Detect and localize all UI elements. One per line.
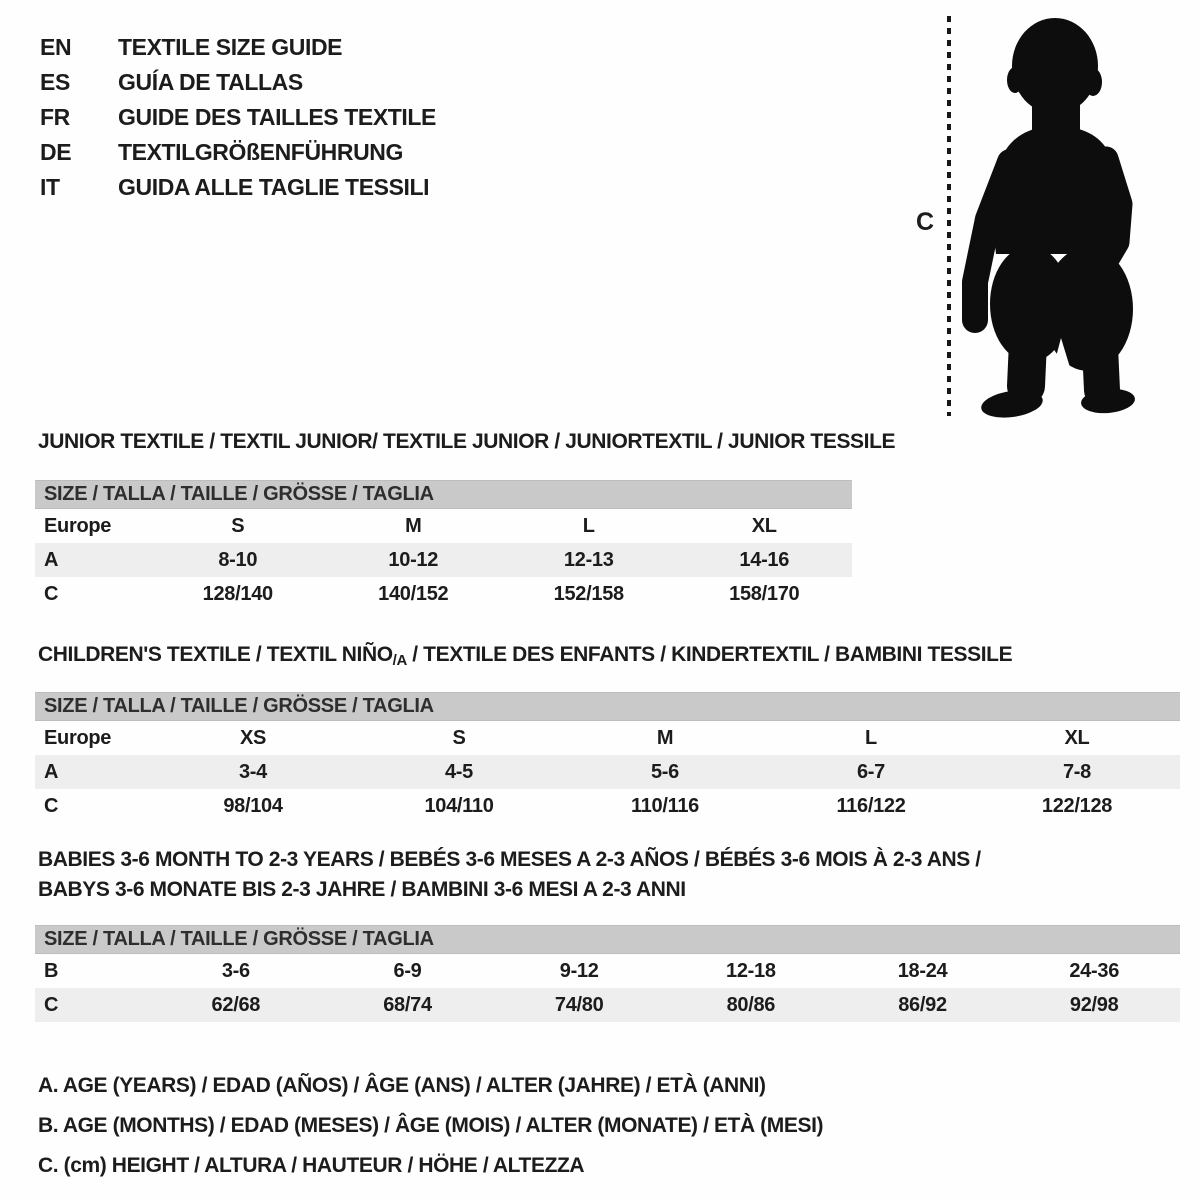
section-children-textile xyxy=(35,643,1180,823)
height-cell: 122/128 xyxy=(1041,794,1113,817)
size-header-bar: SIZE / TALLA / TAILLE / GRÖSSE / TAGLIA xyxy=(35,480,852,509)
legend-line-b: B. AGE (MONTHS) / EDAD (MESES) / ÂGE (MOIS) / ALTER (MONATE) / ETÀ (MESI) xyxy=(38,1114,824,1137)
language-list xyxy=(40,30,436,205)
height-dashed-line xyxy=(947,16,951,416)
height-cell: 92/98 xyxy=(1069,993,1119,1016)
months-cell: 24-36 xyxy=(1069,959,1120,982)
lang-code: IT xyxy=(40,174,60,200)
age-cell: 6-7 xyxy=(856,760,885,783)
age-cell: 14-16 xyxy=(739,548,790,571)
lang-row-de xyxy=(40,135,436,170)
lang-code: ES xyxy=(40,69,70,95)
row-label: C xyxy=(44,993,59,1016)
lang-label: TEXTILGRÖßENFÜHRUNG xyxy=(118,139,403,165)
height-cell: 80/86 xyxy=(726,993,776,1016)
section-junior-textile xyxy=(35,430,896,611)
table-row-age xyxy=(35,543,852,577)
table-row-europe xyxy=(35,509,852,543)
section-title xyxy=(35,845,1180,905)
table-row-age xyxy=(35,755,1180,789)
title-line-1: BABIES 3-6 MONTH TO 2-3 YEARS / BEBÉS 3-6 MESES A 2-3 AÑOS / BÉBÉS 3-6 MOIS À 2-3 ANS / xyxy=(38,848,981,871)
section-babies-textile xyxy=(35,845,1180,1022)
row-label: Europe xyxy=(44,514,112,537)
height-cell: 110/116 xyxy=(631,794,699,817)
months-cell: 18-24 xyxy=(897,959,948,982)
lang-label: TEXTILE SIZE GUIDE xyxy=(118,34,343,60)
lang-row-fr xyxy=(40,100,436,135)
title-pre: CHILDREN'S TEXTILE / TEXTIL NIÑO xyxy=(38,643,393,666)
age-cell: 5-6 xyxy=(650,760,679,783)
age-cell: 3-4 xyxy=(238,760,267,783)
legend xyxy=(38,1066,823,1186)
lang-code: FR xyxy=(40,104,70,130)
months-cell: 3-6 xyxy=(221,959,250,982)
lang-label: GUIDE DES TAILLES TEXTILE xyxy=(118,104,436,130)
table-row-height xyxy=(35,789,1180,823)
legend-line-c: C. (cm) HEIGHT / ALTURA / HAUTEUR / HÖHE / ALTEZZA xyxy=(38,1154,585,1177)
table-row-europe xyxy=(35,721,1180,755)
row-label: A xyxy=(44,760,59,783)
height-cell: 158/170 xyxy=(729,582,800,605)
height-cell: 74/80 xyxy=(554,993,604,1016)
size-cell: S xyxy=(231,514,245,537)
height-cell: 62/68 xyxy=(211,993,261,1016)
size-header-bar: SIZE / TALLA / TAILLE / GRÖSSE / TAGLIA xyxy=(35,692,1180,721)
lang-row-es xyxy=(40,65,436,100)
size-cell: M xyxy=(405,514,422,537)
lang-label: GUÍA DE TALLAS xyxy=(118,69,303,95)
age-cell: 4-5 xyxy=(444,760,473,783)
section-title: JUNIOR TEXTILE / TEXTIL JUNIOR/ TEXTILE JUNIOR / JUNIORTEXTIL / JUNIOR TESSILE xyxy=(38,430,896,453)
row-label: C xyxy=(44,582,59,605)
size-header-bar: SIZE / TALLA / TAILLE / GRÖSSE / TAGLIA xyxy=(35,925,1180,954)
age-cell: 10-12 xyxy=(388,548,439,571)
height-cell: 140/152 xyxy=(378,582,449,605)
age-cell: 8-10 xyxy=(218,548,258,571)
size-cell: L xyxy=(865,726,877,749)
height-cell: 98/104 xyxy=(223,794,283,817)
title-sub: /A xyxy=(392,652,407,669)
size-cell: XL xyxy=(751,514,777,537)
size-cell: XS xyxy=(239,726,267,749)
size-cell: M xyxy=(656,726,674,749)
age-cell: 7-8 xyxy=(1062,760,1091,783)
row-label: C xyxy=(44,794,59,817)
row-label: A xyxy=(44,548,59,571)
age-cell: 12-13 xyxy=(563,548,614,571)
height-cell: 68/74 xyxy=(383,993,432,1016)
lang-code: DE xyxy=(40,139,72,165)
lang-row-en xyxy=(40,30,436,65)
table-row-height xyxy=(35,577,852,611)
lang-row-it xyxy=(40,170,436,205)
height-cell: 116/122 xyxy=(836,794,906,817)
months-cell: 12-18 xyxy=(726,959,776,982)
row-label: B xyxy=(44,959,59,982)
size-cell: XL xyxy=(1064,726,1090,749)
height-measure-label: C xyxy=(916,208,935,236)
lang-label: GUIDA ALLE TAGLIE TESSILI xyxy=(118,174,430,200)
size-cell: S xyxy=(452,726,466,749)
height-cell: 86/92 xyxy=(898,993,947,1016)
size-cell: L xyxy=(582,514,595,537)
baby-silhouette-icon xyxy=(960,14,1145,424)
months-cell: 6-9 xyxy=(393,959,422,982)
height-cell: 104/110 xyxy=(424,794,494,817)
legend-line-a: A. AGE (YEARS) / EDAD (AÑOS) / ÂGE (ANS) / ALTER (JAHRE) / ETÀ (ANNI) xyxy=(38,1074,766,1097)
lang-code: EN xyxy=(40,34,72,60)
height-cell: 152/158 xyxy=(553,582,624,605)
title-post: / TEXTILE DES ENFANTS / KINDERTEXTIL / BAMBINI TESSILE xyxy=(406,643,1013,666)
title-line-2: BABYS 3-6 MONATE BIS 2-3 JAHRE / BAMBINI 3-6 MESI A 2-3 ANNI xyxy=(38,878,686,901)
table-row-months xyxy=(35,954,1180,988)
row-label: Europe xyxy=(44,726,112,749)
height-cell: 128/140 xyxy=(202,582,273,605)
months-cell: 9-12 xyxy=(559,959,599,982)
section-title xyxy=(35,643,1180,669)
table-row-height xyxy=(35,988,1180,1022)
